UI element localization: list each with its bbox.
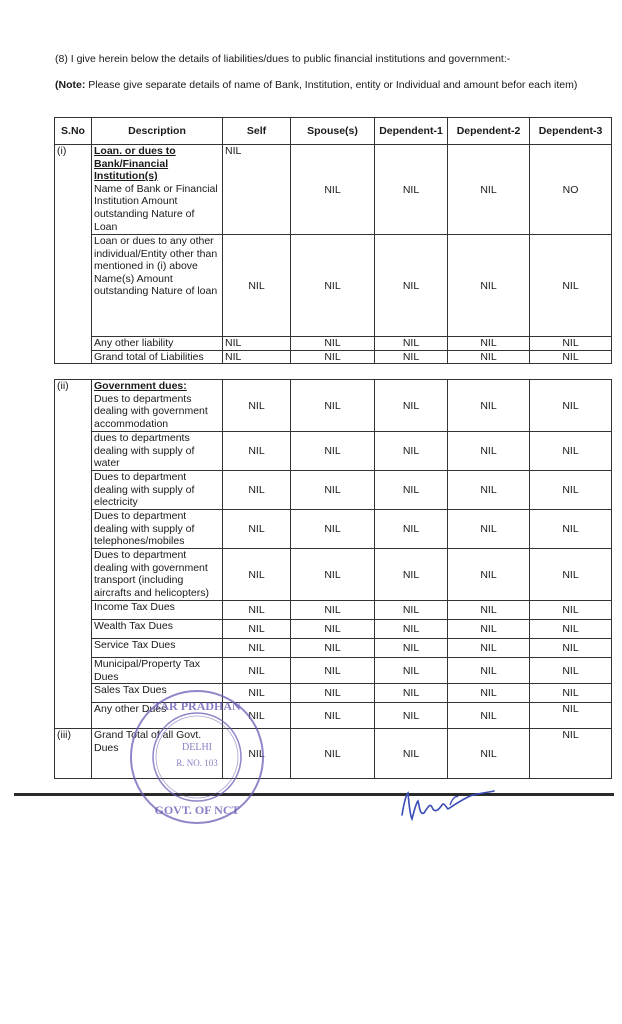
gov-dues-description-cell: dues to departments dealing with supply of water <box>92 432 223 471</box>
value-cell: NIL <box>530 380 612 432</box>
sno-cell: (i) <box>55 145 92 364</box>
grand-total-liabilities-cell: Grand total of Liabilities <box>92 350 223 364</box>
table-row <box>55 549 612 601</box>
value-cell: NIL <box>448 729 530 779</box>
svg-text:R. NO. 103: R. NO. 103 <box>176 758 218 768</box>
value-cell: NIL <box>291 729 375 779</box>
sno-cell: (ii) <box>55 380 92 729</box>
value-cell: NIL <box>375 658 448 684</box>
value-cell: NIL <box>530 510 612 549</box>
gov-dues-description-cell: Dues to department dealing with government transport (including aircrafts and helicopters) <box>92 549 223 601</box>
note-label: (Note: <box>55 79 86 91</box>
table-row <box>55 432 612 471</box>
gov-dues-description-cell: Any other Dues <box>92 703 223 729</box>
value-cell: NIL <box>375 432 448 471</box>
table-row <box>55 337 612 351</box>
value-cell: NIL <box>530 432 612 471</box>
value-cell: NIL <box>530 601 612 620</box>
table-row <box>55 145 612 235</box>
value-cell: NIL <box>375 703 448 729</box>
gov-dues-description-cell: Income Tax Dues <box>92 601 223 620</box>
value-cell: NIL <box>448 337 530 351</box>
value-cell: NIL <box>448 684 530 703</box>
value-cell: NIL <box>530 471 612 510</box>
value-cell: NIL <box>291 350 375 364</box>
value-cell: NIL <box>448 380 530 432</box>
value-cell: NIL <box>375 601 448 620</box>
svg-text:DELHI: DELHI <box>182 742 212 753</box>
value-cell: NIL <box>530 684 612 703</box>
table-row <box>55 601 612 620</box>
grand-total-govt-dues-cell: Grand Total of all Govt. Dues <box>92 729 223 779</box>
value-cell: NIL <box>530 729 612 779</box>
value-cell: NIL <box>448 549 530 601</box>
gov-dues-description-cell: Municipal/Property Tax Dues <box>92 658 223 684</box>
value-cell: NIL <box>291 549 375 601</box>
value-cell: NIL <box>530 235 612 337</box>
table-row <box>55 380 612 432</box>
value-cell: NIL <box>375 549 448 601</box>
value-cell: NIL <box>223 432 291 471</box>
value-cell: NIL <box>223 601 291 620</box>
value-cell: NIL <box>291 235 375 337</box>
value-cell: NIL <box>448 145 530 235</box>
value-cell: NIL <box>223 684 291 703</box>
table-row <box>55 350 612 364</box>
value-cell: NO <box>530 145 612 235</box>
loan-description-cell <box>92 145 223 235</box>
table-row <box>55 658 612 684</box>
value-cell: NIL <box>291 145 375 235</box>
value-cell: NIL <box>223 620 291 639</box>
value-cell: NIL <box>530 658 612 684</box>
loan-desc: Name of Bank or Financial Institution Amount outstanding Nature of Loan <box>94 182 218 233</box>
table-header-row <box>55 118 612 145</box>
value-cell: NIL <box>530 620 612 639</box>
header-dependent-3: Dependent-3 <box>530 118 612 145</box>
value-cell: NIL <box>530 350 612 364</box>
header-dependent-2: Dependent-2 <box>448 118 530 145</box>
value-cell: NIL <box>291 601 375 620</box>
value-cell: NIL <box>448 703 530 729</box>
value-cell: NIL <box>291 703 375 729</box>
gov-dues-description-cell <box>92 380 223 432</box>
value-cell: NIL <box>375 684 448 703</box>
value-cell: NIL <box>291 658 375 684</box>
value-cell: NIL <box>375 639 448 658</box>
note-text: Please give separate details of name of Bank, Institution, entity or Individual and amount befor each item) <box>85 79 578 91</box>
other-loan-description-cell: Loan or dues to any other individual/Entity other than mentioned in (i) above Name(s) Amount outstanding Nature of loan <box>92 235 223 337</box>
note-line <box>55 79 577 91</box>
page-divider <box>14 793 614 796</box>
value-cell: NIL <box>448 620 530 639</box>
value-cell: NIL <box>448 471 530 510</box>
loan-title: Loan. or dues to Bank/Financial Institution(s) <box>94 145 176 183</box>
liabilities-table <box>54 117 612 364</box>
value-cell: NIL <box>448 601 530 620</box>
value-cell: NIL <box>375 380 448 432</box>
value-cell: NIL <box>375 620 448 639</box>
value-cell: NIL <box>375 471 448 510</box>
table-row <box>55 639 612 658</box>
value-cell: NIL <box>223 639 291 658</box>
intro-statement: (8) I give herein below the details of liabilities/dues to public financial institutions and government:- <box>55 53 511 65</box>
value-cell: NIL <box>291 620 375 639</box>
official-stamp <box>128 688 266 826</box>
value-cell: NIL <box>291 471 375 510</box>
gov-dues-description-cell: Dues to department dealing with supply of telephones/mobiles <box>92 510 223 549</box>
value-cell: NIL <box>291 432 375 471</box>
table-row <box>55 510 612 549</box>
gov-dues-description-cell: Dues to department dealing with supply of electricity <box>92 471 223 510</box>
value-cell: NIL <box>223 658 291 684</box>
gov-dues-title: Government dues: <box>94 380 187 392</box>
value-cell: NIL <box>291 684 375 703</box>
value-cell: NIL <box>375 510 448 549</box>
value-cell: NIL <box>223 703 291 729</box>
value-cell: NIL <box>448 350 530 364</box>
value-cell: NIL <box>530 639 612 658</box>
value-cell: NIL <box>291 639 375 658</box>
value-cell: NIL <box>291 380 375 432</box>
gov-dues-desc: Dues to departments dealing with government accommodation <box>94 392 208 430</box>
value-cell: NIL <box>223 145 291 235</box>
value-cell: NIL <box>223 337 291 351</box>
value-cell: NIL <box>291 337 375 351</box>
value-cell: NIL <box>448 432 530 471</box>
table-row <box>55 235 612 337</box>
header-sno: S.No <box>55 118 92 145</box>
value-cell: NIL <box>223 380 291 432</box>
value-cell: NIL <box>223 235 291 337</box>
value-cell: NIL <box>223 510 291 549</box>
value-cell: NIL <box>448 658 530 684</box>
any-other-liability-cell: Any other liability <box>92 337 223 351</box>
header-dependent-1: Dependent-1 <box>375 118 448 145</box>
value-cell: NIL <box>375 337 448 351</box>
value-cell: NIL <box>291 510 375 549</box>
svg-text:GOVT. OF NCT: GOVT. OF NCT <box>154 803 240 817</box>
gov-dues-description-cell: Sales Tax Dues <box>92 684 223 703</box>
value-cell: NIL <box>375 350 448 364</box>
value-cell: NIL <box>375 729 448 779</box>
table-row <box>55 620 612 639</box>
value-cell: NIL <box>223 549 291 601</box>
signature <box>398 785 498 825</box>
value-cell: NIL <box>530 703 612 729</box>
gov-dues-description-cell: Wealth Tax Dues <box>92 620 223 639</box>
table-row <box>55 471 612 510</box>
gov-dues-description-cell: Service Tax Dues <box>92 639 223 658</box>
svg-text:TAR PRADHAN: TAR PRADHAN <box>153 699 241 713</box>
value-cell: NIL <box>223 729 291 779</box>
value-cell: NIL <box>448 510 530 549</box>
header-spouse: Spouse(s) <box>291 118 375 145</box>
header-description: Description <box>92 118 223 145</box>
value-cell: NIL <box>375 235 448 337</box>
value-cell: NIL <box>448 235 530 337</box>
value-cell: NIL <box>223 471 291 510</box>
header-self: Self <box>223 118 291 145</box>
value-cell: NIL <box>530 549 612 601</box>
sno-cell: (iii) <box>55 729 92 779</box>
value-cell: NIL <box>448 639 530 658</box>
value-cell: NIL <box>375 145 448 235</box>
value-cell: NIL <box>223 350 291 364</box>
value-cell: NIL <box>530 337 612 351</box>
